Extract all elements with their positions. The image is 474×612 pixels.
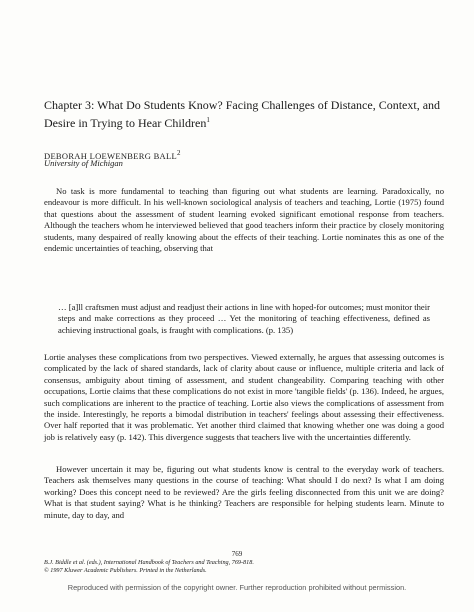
chapter-title-text: Chapter 3: What Do Students Know? Facing Challenges of Distance, Context, and Desire in Trying to Hear Children xyxy=(44,98,441,130)
author-footnote-marker: 2 xyxy=(176,149,181,157)
copyright-line: © 1997 Kluwer Academic Publishers. Printed in the Netherlands. xyxy=(44,567,207,574)
body-paragraph-2: Lortie analyses these complications from two perspectives. Viewed externally, he argues that assessing outcomes is complicated by the lack of shared standards, lack of clarity about cause or influence, multiple criteria and lack of consensus, ambiguity about timing of assessment, and student changeability. Comparing teaching with other occupations, Lortie claims that these complications do not exist in more 'tangible fields' (p. 136). Indeed, he argues, such complications are inherent to the practice of teaching. Lortie also views the complications of assessment from the inside. Interestingly, he reports a bimodal distribution in teachers' feelings about assessing their effectiveness. Over half reported that it was problematic. Yet another third claimed that knowing whether one was doing a good job is relatively easy (p. 142). This divergence suggests that teachers live with the uncertainties differently. xyxy=(44,352,444,442)
block-quote: … [a]ll craftsmen must adjust and readjust their actions in line with hoped-for outcomes; must monitor their steps and make corrections as they proceed … Yet the monitoring of teaching effectiveness, defined as achieving instructional goals, is fraught with complications. (p. 135) xyxy=(58,302,430,335)
page-number: 769 xyxy=(231,550,243,558)
author-affiliation: University of Michigan xyxy=(44,158,123,168)
title-footnote-marker: 1 xyxy=(206,116,210,124)
permission-notice: Reproduced with permission of the copyright owner. Further reproduction prohibited without permission. xyxy=(67,583,407,592)
body-paragraph-3: However uncertain it may be, figuring out what students know is central to the everyday work of teachers. Teachers ask themselves many questions in the course of teaching: What should I do next? Is what I am doing working? Does this concept need to be reviewed? Are the girls feeling disconnected from this unit we are doing? What is that student saying? What is he thinking? Teachers are responsible for helping students learn. Minute to minute, day to day, and xyxy=(44,464,444,520)
author-name-text: DEBORAH LOEWENBERG BALL xyxy=(44,150,177,161)
citation-line: B.J. Biddle et al. (eds.), International Handbook of Teachers and Teaching, 769-818. xyxy=(44,559,254,566)
chapter-title xyxy=(44,98,444,131)
body-paragraph-1: No task is more fundamental to teaching than figuring out what students are learning. Paradoxically, no endeavour is more difficult. In his well-known sociological analysis of teachers and teaching, Lortie (1975) found that questions about the assessment of student learning evoked significant emotional response from teachers. Although the teachers whom he interviewed believed that good teachers inform their practice by closely monitoring students, many despaired of really knowing about the effects of their teaching. Lortie nominates this as one of the endemic uncertainties of teaching, observing that xyxy=(44,186,444,254)
